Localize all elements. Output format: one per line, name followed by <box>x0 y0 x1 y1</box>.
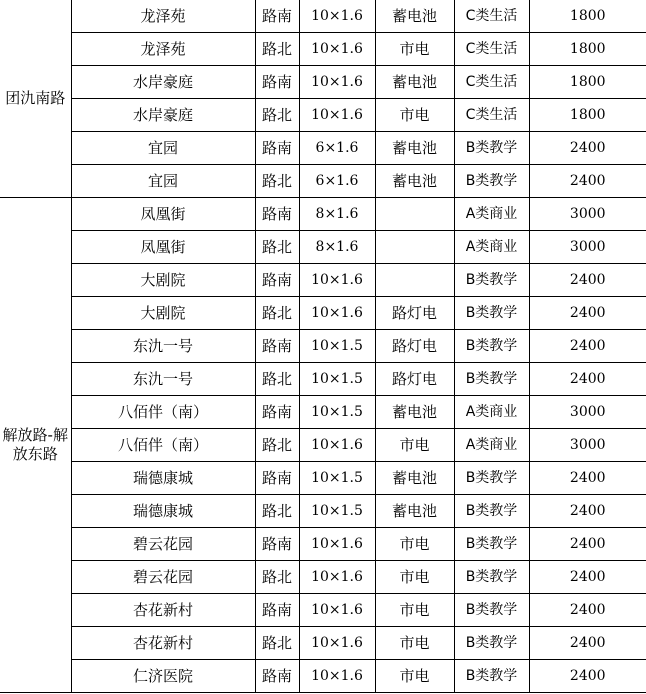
category-cell: B类教学 <box>454 561 529 594</box>
power-source-cell: 市电 <box>375 627 454 660</box>
price-cell: 2400 <box>529 132 646 165</box>
table-row <box>0 528 646 561</box>
category-cell: C类生活 <box>454 33 529 66</box>
table-row <box>0 429 646 462</box>
power-source-cell: 市电 <box>375 594 454 627</box>
price-cell: 2400 <box>529 495 646 528</box>
table-row <box>0 561 646 594</box>
table-row <box>0 132 646 165</box>
road-side-cell: 路南 <box>255 594 299 627</box>
location-name-cell: 龙泽苑 <box>71 33 255 66</box>
table-row <box>0 264 646 297</box>
table-row <box>0 231 646 264</box>
category-cell: B类教学 <box>454 132 529 165</box>
location-name-cell: 宜园 <box>71 165 255 198</box>
road-side-cell: 路南 <box>255 264 299 297</box>
price-cell: 1800 <box>529 99 646 132</box>
size-cell: 10×1.5 <box>299 495 375 528</box>
size-cell: 10×1.6 <box>299 0 375 33</box>
power-source-cell: 市电 <box>375 660 454 693</box>
price-cell: 3000 <box>529 396 646 429</box>
power-source-cell: 市电 <box>375 561 454 594</box>
table-row <box>0 99 646 132</box>
price-cell: 3000 <box>529 429 646 462</box>
power-source-cell: 路灯电 <box>375 297 454 330</box>
table-row <box>0 0 646 33</box>
location-name-cell: 宜园 <box>71 132 255 165</box>
size-cell: 10×1.6 <box>299 297 375 330</box>
price-cell: 1800 <box>529 33 646 66</box>
table-row <box>0 396 646 429</box>
category-cell: B类教学 <box>454 297 529 330</box>
power-source-cell <box>375 231 454 264</box>
power-source-cell: 蓄电池 <box>375 132 454 165</box>
location-name-cell: 碧云花园 <box>71 561 255 594</box>
road-name-cell: 解放路-解放东路 <box>0 198 71 693</box>
location-name-cell: 东氿一号 <box>71 330 255 363</box>
power-source-cell: 蓄电池 <box>375 66 454 99</box>
category-cell: C类生活 <box>454 0 529 33</box>
road-side-cell: 路北 <box>255 627 299 660</box>
power-source-cell: 蓄电池 <box>375 0 454 33</box>
road-side-cell: 路北 <box>255 231 299 264</box>
table-row <box>0 66 646 99</box>
table-row <box>0 495 646 528</box>
price-cell: 2400 <box>529 660 646 693</box>
size-cell: 10×1.6 <box>299 99 375 132</box>
location-name-cell: 大剧院 <box>71 297 255 330</box>
size-cell: 10×1.6 <box>299 264 375 297</box>
road-side-cell: 路南 <box>255 66 299 99</box>
category-cell: B类教学 <box>454 363 529 396</box>
table-row <box>0 363 646 396</box>
road-side-cell: 路北 <box>255 33 299 66</box>
power-source-cell <box>375 264 454 297</box>
road-name-cell: 团氿南路 <box>0 0 71 198</box>
location-name-cell: 瑞德康城 <box>71 495 255 528</box>
size-cell: 10×1.5 <box>299 462 375 495</box>
location-name-cell: 杏花新村 <box>71 594 255 627</box>
size-cell: 8×1.6 <box>299 231 375 264</box>
category-cell: B类教学 <box>454 264 529 297</box>
road-side-cell: 路北 <box>255 99 299 132</box>
category-cell: B类教学 <box>454 594 529 627</box>
location-name-cell: 八佰伴（南） <box>71 396 255 429</box>
road-side-cell: 路南 <box>255 528 299 561</box>
road-side-cell: 路南 <box>255 330 299 363</box>
size-cell: 10×1.6 <box>299 627 375 660</box>
category-cell: B类教学 <box>454 462 529 495</box>
category-cell: C类生活 <box>454 66 529 99</box>
power-source-cell: 市电 <box>375 33 454 66</box>
category-cell: A类商业 <box>454 198 529 231</box>
location-name-cell: 仁济医院 <box>71 660 255 693</box>
power-source-cell: 蓄电池 <box>375 165 454 198</box>
power-source-cell <box>375 198 454 231</box>
size-cell: 6×1.6 <box>299 132 375 165</box>
table-row <box>0 165 646 198</box>
table-row <box>0 297 646 330</box>
power-source-cell: 蓄电池 <box>375 396 454 429</box>
category-cell: B类教学 <box>454 165 529 198</box>
size-cell: 10×1.5 <box>299 330 375 363</box>
size-cell: 10×1.5 <box>299 396 375 429</box>
category-cell: B类教学 <box>454 495 529 528</box>
price-cell: 3000 <box>529 231 646 264</box>
size-cell: 10×1.6 <box>299 429 375 462</box>
price-cell: 2400 <box>529 462 646 495</box>
size-cell: 10×1.6 <box>299 66 375 99</box>
power-source-cell: 市电 <box>375 528 454 561</box>
location-name-cell: 水岸豪庭 <box>71 99 255 132</box>
size-cell: 10×1.6 <box>299 561 375 594</box>
price-cell: 2400 <box>529 297 646 330</box>
category-cell: B类教学 <box>454 627 529 660</box>
category-cell: B类教学 <box>454 330 529 363</box>
size-cell: 10×1.6 <box>299 528 375 561</box>
location-name-cell: 大剧院 <box>71 264 255 297</box>
price-cell: 2400 <box>529 594 646 627</box>
price-cell: 2400 <box>529 330 646 363</box>
power-source-cell: 蓄电池 <box>375 462 454 495</box>
location-name-cell: 八佰伴（南） <box>71 429 255 462</box>
road-side-cell: 路南 <box>255 0 299 33</box>
location-name-cell: 瑞德康城 <box>71 462 255 495</box>
table-row <box>0 198 646 231</box>
price-cell: 2400 <box>529 528 646 561</box>
table-row <box>0 33 646 66</box>
price-cell: 2400 <box>529 264 646 297</box>
price-cell: 1800 <box>529 0 646 33</box>
power-source-cell: 市电 <box>375 99 454 132</box>
price-cell: 2400 <box>529 363 646 396</box>
road-side-cell: 路南 <box>255 462 299 495</box>
road-side-cell: 路北 <box>255 165 299 198</box>
size-cell: 8×1.6 <box>299 198 375 231</box>
location-name-cell: 凤凰街 <box>71 231 255 264</box>
size-cell: 10×1.6 <box>299 660 375 693</box>
location-name-cell: 杏花新村 <box>71 627 255 660</box>
price-cell: 2400 <box>529 561 646 594</box>
price-cell: 1800 <box>529 66 646 99</box>
category-cell: A类商业 <box>454 429 529 462</box>
category-cell: A类商业 <box>454 231 529 264</box>
power-source-cell: 蓄电池 <box>375 495 454 528</box>
price-cell: 2400 <box>529 627 646 660</box>
location-name-cell: 龙泽苑 <box>71 0 255 33</box>
table-row <box>0 594 646 627</box>
location-name-cell: 东氿一号 <box>71 363 255 396</box>
category-cell: B类教学 <box>454 660 529 693</box>
location-name-cell: 凤凰街 <box>71 198 255 231</box>
table-row <box>0 660 646 693</box>
size-cell: 6×1.6 <box>299 165 375 198</box>
price-cell: 3000 <box>529 198 646 231</box>
category-cell: B类教学 <box>454 528 529 561</box>
size-cell: 10×1.5 <box>299 363 375 396</box>
road-side-cell: 路南 <box>255 198 299 231</box>
power-source-cell: 市电 <box>375 429 454 462</box>
category-cell: C类生活 <box>454 99 529 132</box>
price-cell: 2400 <box>529 165 646 198</box>
road-side-cell: 路南 <box>255 132 299 165</box>
size-cell: 10×1.6 <box>299 33 375 66</box>
road-side-cell: 路北 <box>255 429 299 462</box>
table-row <box>0 462 646 495</box>
location-name-cell: 碧云花园 <box>71 528 255 561</box>
road-side-cell: 路南 <box>255 660 299 693</box>
road-side-cell: 路北 <box>255 363 299 396</box>
table-row <box>0 627 646 660</box>
location-name-cell: 水岸豪庭 <box>71 66 255 99</box>
road-side-cell: 路南 <box>255 396 299 429</box>
size-cell: 10×1.6 <box>299 594 375 627</box>
road-side-cell: 路北 <box>255 561 299 594</box>
table-row <box>0 330 646 363</box>
power-source-cell: 路灯电 <box>375 330 454 363</box>
road-side-cell: 路北 <box>255 297 299 330</box>
category-cell: A类商业 <box>454 396 529 429</box>
power-source-cell: 路灯电 <box>375 363 454 396</box>
road-side-cell: 路北 <box>255 495 299 528</box>
